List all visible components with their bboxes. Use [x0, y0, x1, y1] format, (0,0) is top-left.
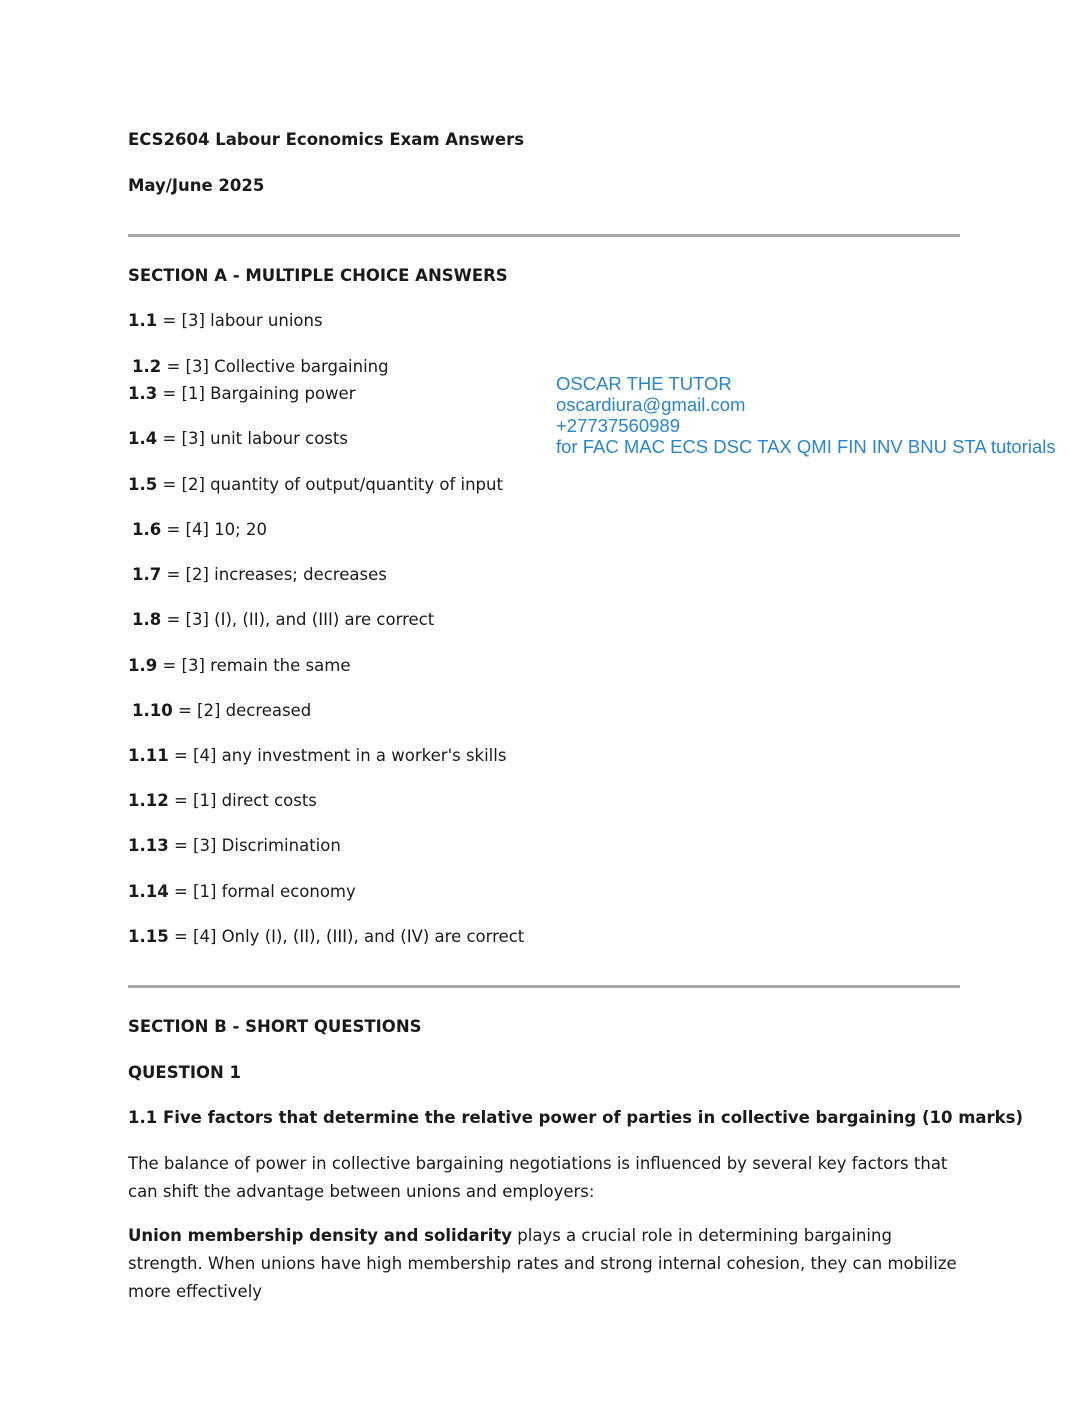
answer-row — [128, 384, 355, 403]
answer-row — [132, 610, 434, 629]
answer-text: = [3] Discrimination — [168, 836, 341, 855]
divider-top — [128, 234, 960, 237]
divider-middle — [128, 985, 960, 988]
subquestion-heading: 1.1 Five factors that determine the relative power of parties in collective bargaining (10 marks) — [128, 1108, 1023, 1127]
answer-text: = [1] Bargaining power — [157, 384, 356, 403]
answer-row — [128, 429, 348, 448]
answer-number: 1.3 — [128, 384, 158, 403]
answer-row — [128, 656, 350, 675]
section-b-heading: SECTION B - SHORT QUESTIONS — [128, 1017, 422, 1036]
answer-row — [132, 701, 311, 720]
answer-text: = [4] 10; 20 — [161, 520, 267, 539]
factor-term: Union membership density and solidarity — [128, 1226, 513, 1245]
tutor-email: oscardiura@gmail.com — [556, 394, 746, 415]
answer-row — [128, 311, 323, 330]
question-heading: QUESTION 1 — [128, 1063, 242, 1082]
answer-number: 1.15 — [128, 927, 169, 946]
answer-row — [128, 791, 317, 810]
answer-number: 1.8 — [132, 610, 162, 629]
section-a-heading: SECTION A - MULTIPLE CHOICE ANSWERS — [128, 266, 508, 285]
exam-date: May/June 2025 — [128, 176, 265, 195]
answer-row — [128, 882, 356, 901]
answer-text: = [3] unit labour costs — [157, 429, 348, 448]
document-title: ECS2604 Labour Economics Exam Answers — [128, 130, 525, 149]
answer-text: = [3] remain the same — [157, 656, 351, 675]
answer-number: 1.5 — [128, 475, 158, 494]
answer-text: = [2] quantity of output/quantity of input — [157, 475, 503, 494]
answer-number: 1.7 — [132, 565, 162, 584]
answer-text: = [1] direct costs — [168, 791, 317, 810]
answer-text: = [2] decreased — [172, 701, 312, 720]
factor-paragraph — [128, 1222, 968, 1306]
answer-text: = [2] increases; decreases — [161, 565, 387, 584]
answer-text: = [3] Collective bargaining — [161, 357, 389, 376]
tutor-services: for FAC MAC ECS DSC TAX QMI FIN INV BNU STA tutorials — [556, 436, 1056, 457]
answer-row — [128, 927, 524, 946]
answer-text: = [3] (I), (II), and (III) are correct — [161, 610, 435, 629]
answer-number: 1.2 — [132, 357, 162, 376]
answer-number: 1.11 — [128, 746, 169, 765]
answer-number: 1.1 — [128, 311, 158, 330]
answer-number: 1.10 — [132, 701, 173, 720]
answer-number: 1.12 — [128, 791, 169, 810]
answer-number: 1.9 — [128, 656, 158, 675]
answer-row — [132, 565, 387, 584]
answer-number: 1.13 — [128, 836, 169, 855]
answer-text: = [1] formal economy — [168, 882, 356, 901]
tutor-name: OSCAR THE TUTOR — [556, 373, 732, 394]
answer-text: = [4] Only (I), (II), (III), and (IV) are correct — [168, 927, 525, 946]
answer-number: 1.14 — [128, 882, 169, 901]
answer-row — [132, 357, 389, 376]
tutor-phone: +27737560989 — [556, 415, 680, 436]
intro-paragraph: The balance of power in collective bargaining negotiations is influenced by several key factors that can shift the advantage between unions and employers: — [128, 1154, 948, 1201]
answer-row — [128, 475, 503, 494]
answer-number: 1.4 — [128, 429, 158, 448]
answer-text: = [3] labour unions — [157, 311, 323, 330]
answer-number: 1.6 — [132, 520, 162, 539]
answer-row — [128, 746, 506, 765]
answer-text: = [4] any investment in a worker's skills — [168, 746, 507, 765]
tutor-stamp — [556, 373, 1056, 457]
answer-row — [128, 836, 341, 855]
answer-row — [132, 520, 267, 539]
factor-description: plays a crucial role in determining bargaining strength. When unions have high membership rates and strong internal cohesion, they can mobilize more effectively — [128, 1226, 957, 1301]
